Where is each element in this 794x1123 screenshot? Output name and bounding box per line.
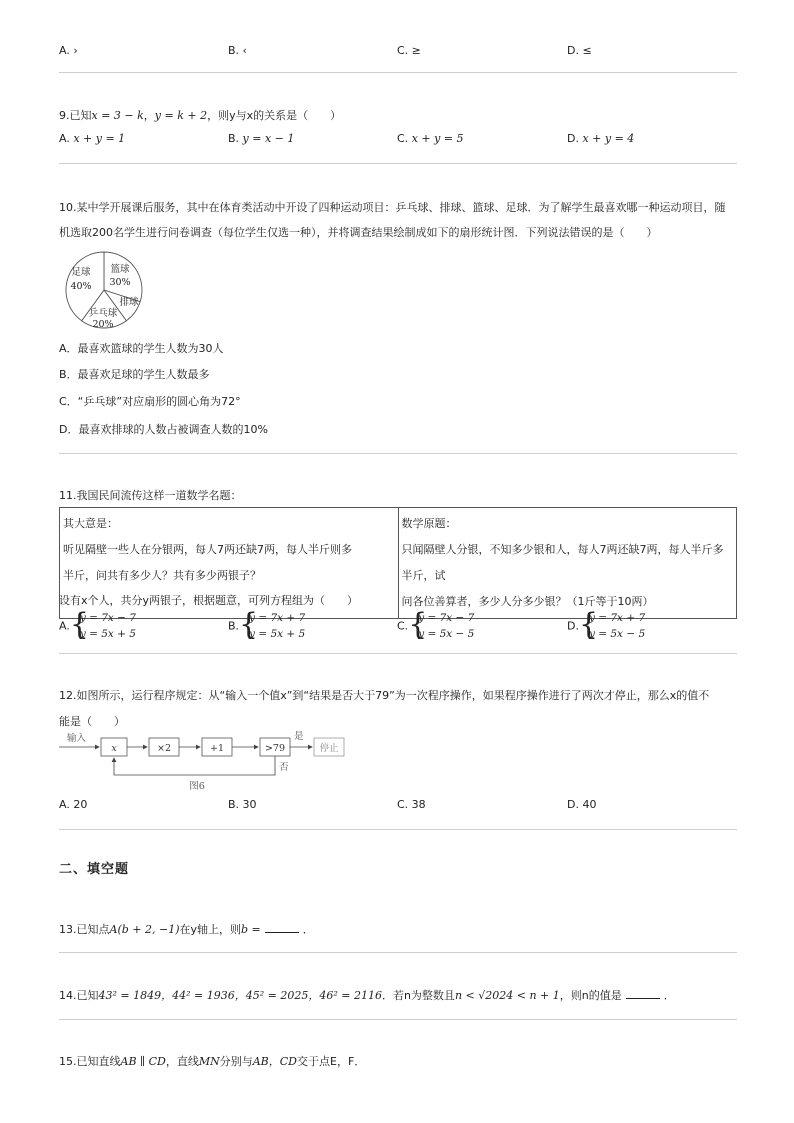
svg-text:>79: >79	[264, 743, 286, 754]
q9-options	[0, 132, 794, 152]
pie-label-pingpong: 乒乓球	[88, 308, 118, 319]
svg-text:×2: ×2	[156, 743, 172, 754]
svg-text:停止: 停止	[319, 743, 339, 754]
q10-option-d[interactable]: D．最喜欢排球的人数占被调查人数的10%	[59, 423, 268, 436]
pie-pct-basketball: 30%	[109, 277, 131, 288]
q12-option-a[interactable]: A. 20	[59, 798, 88, 811]
flow-caption: 图6	[189, 781, 205, 792]
q12-option-d[interactable]: D. 40	[567, 798, 597, 811]
q11-option-b[interactable]: B. { y = 7x + 7 y = 5x + 5	[228, 607, 306, 642]
q11-option-a[interactable]: A. { y = 7x − 7 y = 5x + 5	[59, 607, 136, 642]
q8-option-a[interactable]: A. ›	[59, 44, 78, 57]
divider	[59, 1019, 737, 1020]
q10-pie-chart	[59, 248, 149, 332]
q11-option-d[interactable]: D. { y = 7x + 7 y = 5x − 5	[567, 607, 646, 642]
q14-stem: 14.已知43² = 1849，44² = 1936，45² = 2025，46² = 2116．若n为整数且n < √2024 < n + 1，则n的值是 ．	[59, 989, 675, 1002]
q11-table-left: 其大意是： 听见隔壁一些人在分银两，每人7两还缺7两，每人半斤则多 半斤，问共有多少人？共有多少两银子？	[60, 508, 399, 619]
pie-label-basketball: 篮球	[110, 264, 130, 275]
flow-input-label: 输入	[67, 733, 87, 744]
svg-text:x: x	[111, 743, 117, 754]
q15-stem: 15.已知直线AB ∥ CD，直线MN分别与AB，CD交于点E，F．	[59, 1055, 366, 1068]
flow-yes-label: 是	[294, 731, 304, 742]
flow-no-label: 否	[279, 762, 289, 773]
divider	[59, 163, 737, 164]
q10-stem-line2: 机选取200名学生进行问卷调查（每位学生仅选一种），并将调查结果绘制成如下的扇形统计图．下列说法错误的是（ ）	[59, 226, 658, 239]
q9-option-c[interactable]: C. x + y = 5	[397, 132, 464, 145]
q12-options	[0, 798, 794, 818]
divider	[59, 72, 737, 73]
q8-option-b[interactable]: B. ‹	[228, 44, 247, 57]
q10-stem-line1: 10.某中学开展课后服务，其中在体育类活动中开设了四种运动项目：乒乓球、排球、篮球、足球．为了解学生最喜欢哪一种运动项目，随	[59, 201, 726, 214]
q13-stem: 13.已知点A(b + 2, −1)在y轴上，则b = ．	[59, 923, 314, 936]
answer-blank[interactable]	[626, 989, 660, 999]
q12-option-c[interactable]: C. 38	[397, 798, 426, 811]
q12-stem-line1: 12.如图所示，运行程序规定：从“输入一个值x”到“结果是否大于79”为一次程序操作，如果程序操作进行了两次才停止，那么x的值不	[59, 689, 710, 702]
q10-option-c[interactable]: C．“乒乓球”对应扇形的圆心角为72°	[59, 395, 241, 408]
q11-stem: 11.我国民间流传这样一道数学名题：	[59, 489, 242, 502]
divider	[59, 829, 737, 830]
q9-option-b[interactable]: B. y = x − 1	[228, 132, 295, 145]
q11-option-c[interactable]: C. { y = 7x − 7 y = 5x − 5	[397, 607, 475, 642]
q11-setup: 设有x个人，共分y两银子，根据题意，可列方程组为（ ）	[59, 594, 359, 607]
q9-option-a[interactable]: A. x + y = 1	[59, 132, 126, 145]
q10-option-a[interactable]: A．最喜欢篮球的学生人数为30人	[59, 342, 224, 355]
q12-stem-line2: 能是（ ）	[59, 715, 125, 728]
divider	[59, 653, 737, 654]
q9-option-d[interactable]: D. x + y = 4	[567, 132, 635, 145]
pie-pct-football: 40%	[70, 281, 92, 292]
q11-options	[0, 607, 794, 644]
divider	[59, 453, 737, 454]
q12-option-b[interactable]: B. 30	[228, 798, 257, 811]
q8-options	[0, 44, 794, 64]
q8-option-c[interactable]: C. ≥	[397, 44, 421, 57]
pie-label-volleyball: 排球	[119, 297, 139, 308]
svg-text:+1: +1	[209, 743, 225, 754]
pie-label-football: 足球	[71, 267, 91, 278]
pie-pct-pingpong: 20%	[92, 319, 114, 330]
q11-table-right: 数学原题： 只闻隔壁人分银，不知多少银和人，每人7两还缺7两，每人半斤多半斤，试 问各位善算者，多少人分多少银？（1斤等于10两）	[398, 508, 737, 619]
divider	[59, 952, 737, 953]
section-title: 二、填空题	[59, 862, 130, 877]
answer-blank[interactable]	[265, 923, 299, 933]
q9-stem: 9.已知x = 3 − k，y = k + 2，则y与x的关系是（ ）	[59, 109, 342, 122]
q12-flowchart	[59, 730, 359, 792]
q10-option-b[interactable]: B．最喜欢足球的学生人数最多	[59, 368, 210, 381]
q8-option-d[interactable]: D. ≤	[567, 44, 592, 57]
